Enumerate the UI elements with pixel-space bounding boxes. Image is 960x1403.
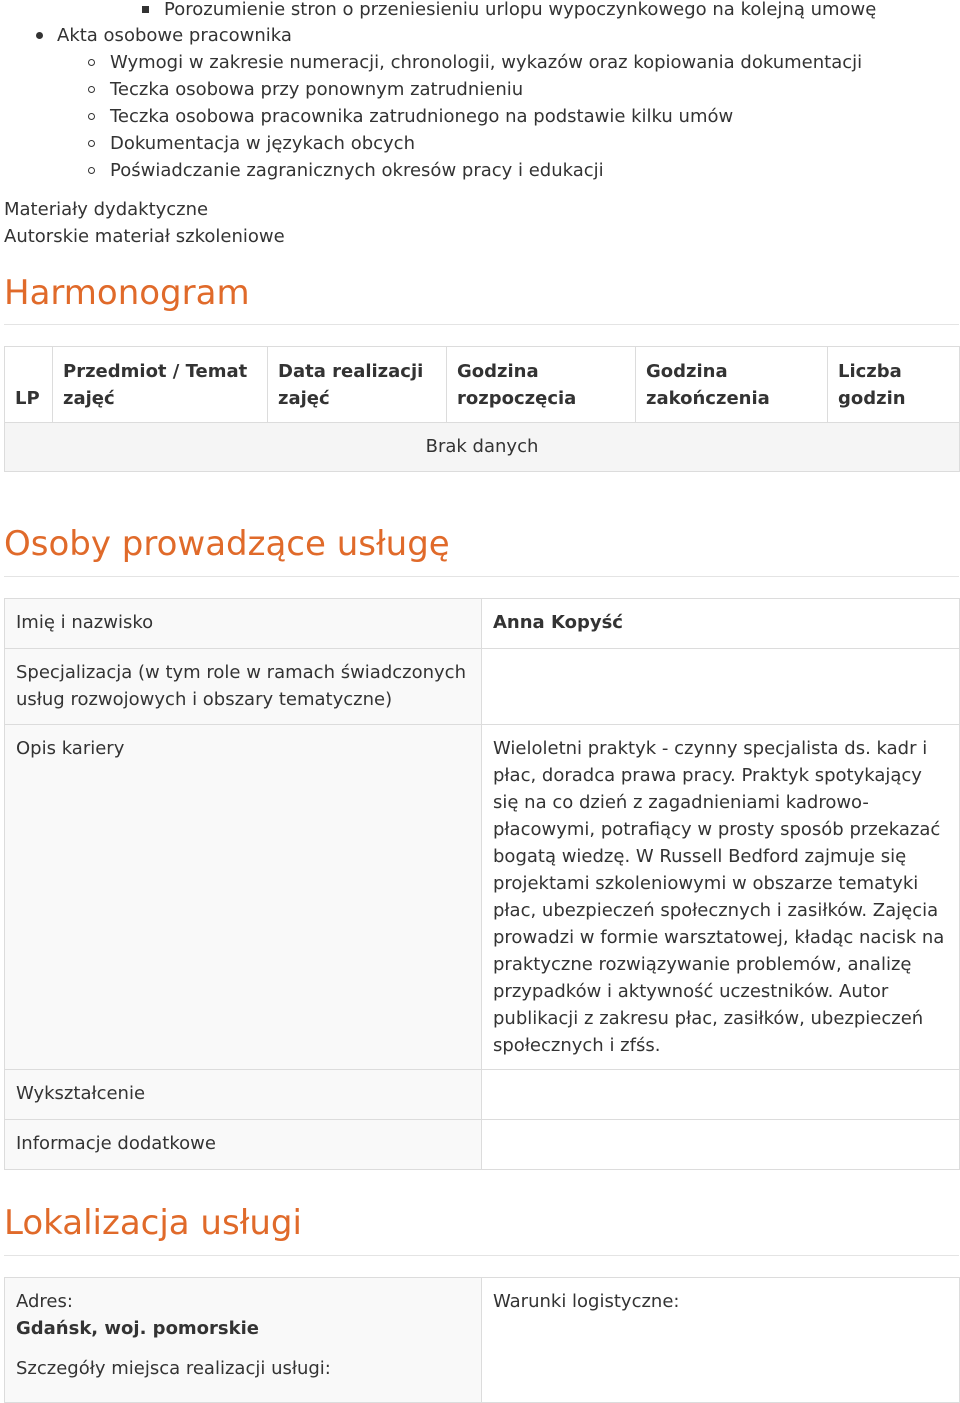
address-value: Gdańsk, woj. pomorskie — [16, 1318, 259, 1339]
circle-bullet-icon — [88, 167, 95, 174]
trainers-divider — [4, 576, 959, 577]
schedule-table — [4, 346, 960, 472]
location-divider — [4, 1255, 959, 1256]
header-hours: Liczba godzin — [828, 347, 960, 423]
specialization-value — [482, 649, 960, 725]
schedule-divider — [4, 324, 959, 325]
trainer-education-row — [5, 1070, 960, 1120]
header-lp: LP — [5, 347, 53, 423]
schedule-title: Harmonogram — [4, 273, 250, 313]
header-start-time: Godzina rozpoczęcia — [447, 347, 636, 423]
list-item-level2: Dokumentacja w językach obcych — [110, 133, 415, 154]
header-date: Data realizacji zajęć — [268, 347, 447, 423]
materials-value: Autorskie materiał szkoleniowe — [4, 226, 285, 247]
specialization-label: Specjalizacja (w tym role w ramach świadczonych usług rozwojowych i obszary tematyczne) — [5, 649, 482, 725]
trainer-career-row — [5, 725, 960, 1070]
logistics-label: Warunki logistyczne: — [493, 1291, 680, 1312]
trainer-specialization-row — [5, 649, 960, 725]
trainer-table — [4, 598, 960, 1170]
header-subject: Przedmiot / Temat zajęć — [53, 347, 268, 423]
trainers-title: Osoby prowadzące usługę — [4, 524, 450, 564]
empty-message: Brak danych — [5, 423, 960, 472]
career-label: Opis kariery — [5, 725, 482, 1070]
additional-value — [482, 1120, 960, 1170]
location-table — [4, 1277, 960, 1403]
list-item-level2: Teczka osobowa pracownika zatrudnionego na podstawie kilku umów — [110, 106, 734, 127]
education-value — [482, 1070, 960, 1120]
location-row — [5, 1278, 960, 1403]
location-title: Lokalizacja usługi — [4, 1203, 302, 1243]
venue-details-label: Szczegóły miejsca realizacji usługi: — [16, 1358, 331, 1379]
list-item-level2: Teczka osobowa przy ponownym zatrudnieniu — [110, 79, 524, 100]
trainer-name-row — [5, 599, 960, 649]
address-cell — [5, 1278, 482, 1403]
circle-bullet-icon — [88, 59, 95, 66]
list-item-level1: Akta osobowe pracownika — [57, 25, 292, 46]
additional-label: Informacje dodatkowe — [5, 1120, 482, 1170]
trainer-additional-row — [5, 1120, 960, 1170]
materials-label: Materiały dydaktyczne — [4, 199, 209, 220]
disc-bullet-icon — [36, 32, 43, 39]
education-label: Wykształcenie — [5, 1070, 482, 1120]
schedule-header-row — [5, 347, 960, 423]
circle-bullet-icon — [88, 140, 95, 147]
circle-bullet-icon — [88, 86, 95, 93]
career-value: Wieloletni praktyk - czynny specjalista ds. kadr i płac, doradca prawa pracy. Praktyk spotykający się na co dzień z zagadnieniami kadrowo-płacowymi, potrafiący w prosty sposób przekazać bogatą wiedzę. W Russell Bedford zajmuje się projektami szkoleniowymi w obszarze tematyki płac, ubezpieczeń społecznych i zasiłków. Zajęcia prowadzi w formie warsztatowej, kładąc nacisk na praktyczne rozwiązywanie problemów, analizę przypadków i aktywność uczestników. Autor publikacji z zakresu płac, zasiłków, ubezpieczeń społecznych i zfśs. — [482, 725, 960, 1070]
list-item-level2: Poświadczanie zagranicznych okresów pracy i edukacji — [110, 160, 604, 181]
schedule-empty-row — [5, 423, 960, 472]
circle-bullet-icon — [88, 113, 95, 120]
list-item-level3: Porozumienie stron o przeniesieniu urlopu wypoczynkowego na kolejną umowę — [164, 0, 877, 20]
name-label: Imię i nazwisko — [5, 599, 482, 649]
address-label: Adres: — [16, 1291, 73, 1312]
name-value: Anna Kopyść — [482, 599, 960, 649]
header-end-time: Godzina zakończenia — [636, 347, 828, 423]
logistics-cell — [482, 1278, 960, 1403]
square-bullet-icon — [142, 6, 149, 13]
list-item-level2: Wymogi w zakresie numeracji, chronologii, wykazów oraz kopiowania dokumentacji — [110, 52, 863, 73]
